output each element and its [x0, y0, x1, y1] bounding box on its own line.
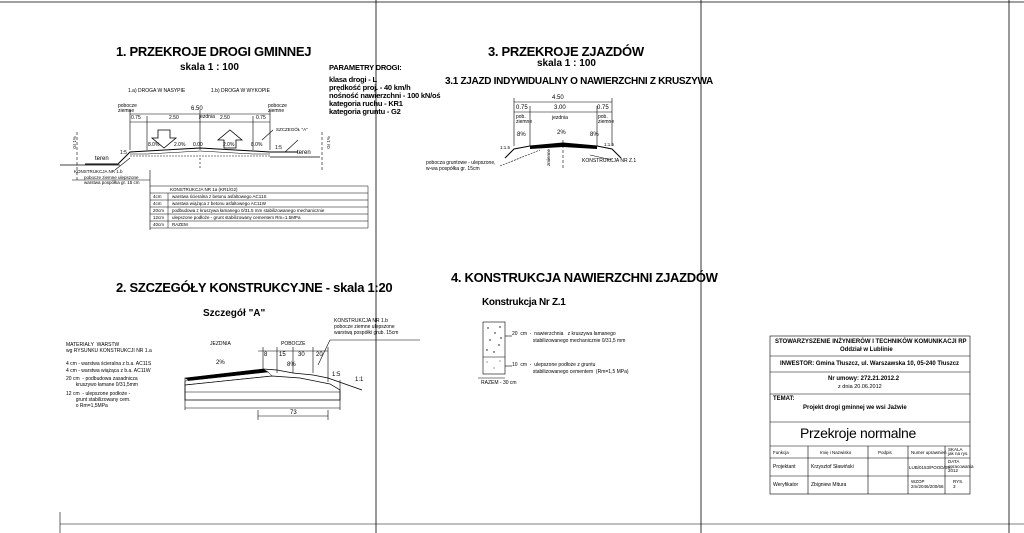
tb-branch: Oddział w Lublinie [840, 347, 893, 353]
detail-jezdnia: JEZDNIA [210, 341, 231, 347]
cross-slope-left: 2.0% [174, 142, 186, 148]
detail-dim: 15 [279, 352, 286, 358]
detail-slope-8: 8% [287, 362, 296, 368]
detail-a-title: Szczegół "A" [203, 308, 266, 319]
section-2-title: 2. SZCZEGÓŁY KONSTRUKCYJNE - skala 1:20 [116, 280, 393, 295]
tb-head: Podpis [878, 450, 892, 455]
teren-left: teren [95, 156, 109, 162]
konstr-1b-note: pobocze ziemne ulepszone warstwa pospółka gr. 15 cm [84, 175, 140, 185]
slope-right: 8.0% [251, 142, 263, 148]
teren-right: teren [297, 150, 311, 156]
dim-075-right: 0.75 [256, 115, 266, 121]
dz-pob-left: pob. ziemne [516, 114, 533, 125]
tb-extra: RYS. 3 [953, 479, 964, 489]
dz-slope-right: 8% [590, 132, 599, 138]
param-line: prędkość proj. - 40 km/h [329, 83, 411, 92]
dim-total: 6.50 [191, 106, 203, 112]
detail-legend-item: 4 cm - warstwa wiążąca z b.a. AC11W [66, 368, 151, 374]
section-3-subtitle: 3.1 ZJAZD INDYWIDUALNY O NAWIERZCHNI Z KRUSZYWA [445, 76, 713, 87]
detail-slope-2: 2% [216, 360, 225, 366]
z1-total: RAZEM - 30 cm [481, 380, 517, 386]
detail-dim: 20 [316, 352, 323, 358]
side-axis-left: Gr 1% [71, 136, 77, 149]
cross-slope-right: 2.0% [223, 142, 235, 148]
detail-legend-title: MATERIAŁY WARSTW wg RYSUNKU KONSTRUKCJI NR 1.a [66, 342, 152, 354]
tb-head: Numer uprawnień [911, 450, 947, 455]
dz-thickness: zmienne [546, 148, 552, 167]
title-block-grid [770, 336, 970, 494]
slope-left: 8.0% [148, 142, 160, 148]
layer-description: RAZEM [172, 222, 188, 227]
tb-head: Funkcja [773, 450, 789, 455]
detail-legend-item: 12 cm - ulepszone podłoże - grunt stabilizowany cem. o Rm=1,5MPa [66, 391, 131, 409]
detail-pobocze: POBOCZE [281, 341, 306, 347]
section-1-scale: skala 1 : 100 [180, 62, 239, 73]
layer-description: warstwa ścieralna z betonu asfaltowego AC11S [172, 194, 267, 199]
detail-legend-item: 20 cm - podbudowa zasadnicza kruszywo łamane 0/31,5mm [66, 376, 138, 388]
section-1b-subtitle: 1.b) DROGA W WYKOPIE [211, 88, 270, 94]
szczegol-a-ref: SZCZEGÓŁ "A" [276, 127, 308, 132]
param-line: klasa drogi - L [329, 75, 377, 84]
tb-role: Weryfikator [773, 482, 799, 488]
layer-thickness: 40cm [153, 222, 165, 227]
section-1-title: 1. PRZEKROJE DROGI GMINNEJ [116, 44, 312, 59]
pobocze-right-label: pobocze ziemne [268, 103, 287, 114]
ratio-right: 1:5 [275, 145, 282, 151]
side-axis-right: Gr 1% [325, 136, 331, 149]
layer-thickness: 4cm [153, 201, 162, 206]
tb-drawing-title: Przekroje normalne [800, 425, 916, 441]
tb-name: Zbigniew Mitura [811, 482, 847, 488]
dz-075-right: 0.75 [597, 105, 609, 111]
layer-description: warstwa wiążąca z betonu asfaltowego AC11W [172, 201, 266, 206]
dz-075-left: 0.75 [516, 105, 528, 111]
ratio-left: 1:5 [120, 150, 127, 156]
tb-head: Imię i Nazwisko [820, 450, 852, 455]
dz-konstr: KONSTRUKCJA NR Z.1 [582, 158, 637, 164]
tb-head: SKALA jak na rys. [948, 447, 969, 456]
tb-org: STOWARZYSZENIE INŻYNIERÓW I TECHNIKÓW KOMUNIKACJI RP [775, 339, 967, 345]
tb-contract-date: z dnia 20.06.2012 [838, 384, 882, 390]
dim-075-left: 0.75 [131, 115, 141, 121]
layer-description: ulepszone podłoże - grunt stabilizowany cementem Rm=1.5MPa [172, 215, 301, 220]
z1-layer-1: 20 cm - nawierzchnia z kruszywa łamanego stabilizowanego mechanicznie 0/31,5 mm [512, 331, 626, 344]
konstr-1b-label: KONSTRUKCJA NR 1.b [74, 169, 123, 174]
detail-dim: 8 [264, 352, 268, 358]
dz-jezdnia: jezdnia [552, 115, 568, 121]
detail-ratio-1: 1:5 [332, 372, 341, 378]
section-1a-subtitle: 1.a) DROGA W NASYPIE [128, 88, 186, 94]
tb-temat: Projekt drogi gminnej we wsi Jaźwie [803, 405, 907, 411]
detail-dim-bottom: 73 [290, 410, 297, 416]
dim-250-left: 2.50 [169, 115, 179, 121]
z1-layer-2: 10 cm - ulepszone podłoże z gruntu stabilizowanego cementem (Rm=1,5 MPa) [512, 362, 629, 375]
section-3-scale: skala 1 : 100 [537, 58, 596, 69]
layer-thickness: 20cm [153, 208, 165, 213]
tb-name: Krzysztof Sławiński [811, 464, 854, 470]
dim-jezdnia: jezdnia [199, 114, 215, 120]
tb-temat-label: TEMAT: [773, 396, 795, 402]
detail-ratio-2: 1:1 [355, 377, 364, 383]
layer-thickness: 4cm [153, 194, 162, 199]
dz-300: 3.00 [554, 105, 566, 111]
dz-slope-mid: 2% [557, 130, 566, 136]
detail-konstr-note: pobocze ziemne ulepszone warstwą pospółki grub. 15cm [334, 324, 399, 336]
driveway-layer-hatch [486, 326, 501, 368]
dz-ratio-left: 1:1.5 [500, 145, 511, 150]
tb-perm: WZOP 2m/2046/200/66 [911, 479, 944, 489]
driveway-layers [478, 322, 512, 378]
section-4-subtitle: Konstrukcja Nr Z.1 [482, 297, 566, 308]
layer-description: podbudowa z kruszywa łamanego 0/31.5 mm stabilizowanego mechanicznie [172, 208, 325, 213]
dz-total: 4.50 [552, 95, 564, 101]
dz-slope-left: 8% [517, 132, 526, 138]
tb-role: Projektant [773, 464, 796, 470]
tb-extra: DATA opracowania 2012 [948, 459, 974, 473]
dz-ratio-right: 1:1.5 [604, 142, 615, 147]
layer-thickness: 12cm [153, 215, 165, 220]
detail-konstr-label: KONSTRUKCJA NR 1.b [334, 318, 388, 324]
dz-pob-right: pob. ziemne [598, 114, 615, 125]
param-line: nośność nawierzchni - 100 kN/oś [329, 91, 441, 100]
tb-perm: LUB/0153/POOD/09 [909, 465, 950, 470]
tb-investor: INWESTOR: Gmina Tłuszcz, ul. Warszawska 10, 05-240 Tłuszcz [780, 361, 960, 367]
param-line: kategoria ruchu - KR1 [329, 99, 403, 108]
tb-contract-no: Nr umowy: 272.21.2012.2 [828, 376, 900, 382]
dim-250-right: 2.50 [220, 115, 230, 121]
detail-legend-item: 4 cm - warstwa ścieralna z b.a. AC11S [66, 361, 152, 367]
pobocze-left-label: pobocze ziemne [118, 103, 137, 114]
crown-mark: 0.00 [193, 142, 203, 148]
param-line: kategoria gruntu - G2 [329, 107, 401, 116]
layer-table-title: KONSTRUKCJA NR 1a (KR1/G2) [170, 187, 238, 192]
detail-dim: 30 [298, 352, 305, 358]
params-title: PARAMETRY DROGI: [329, 63, 402, 72]
section-4-title: 4. KONSTRUKCJA NAWIERZCHNI ZJAZDÓW [451, 270, 718, 285]
dz-note: pobocza gruntowe - ulepszone, w-wa pospółka gr. 15cm [426, 160, 496, 172]
section-3-title: 3. PRZEKROJE ZJAZDÓW [488, 44, 644, 59]
